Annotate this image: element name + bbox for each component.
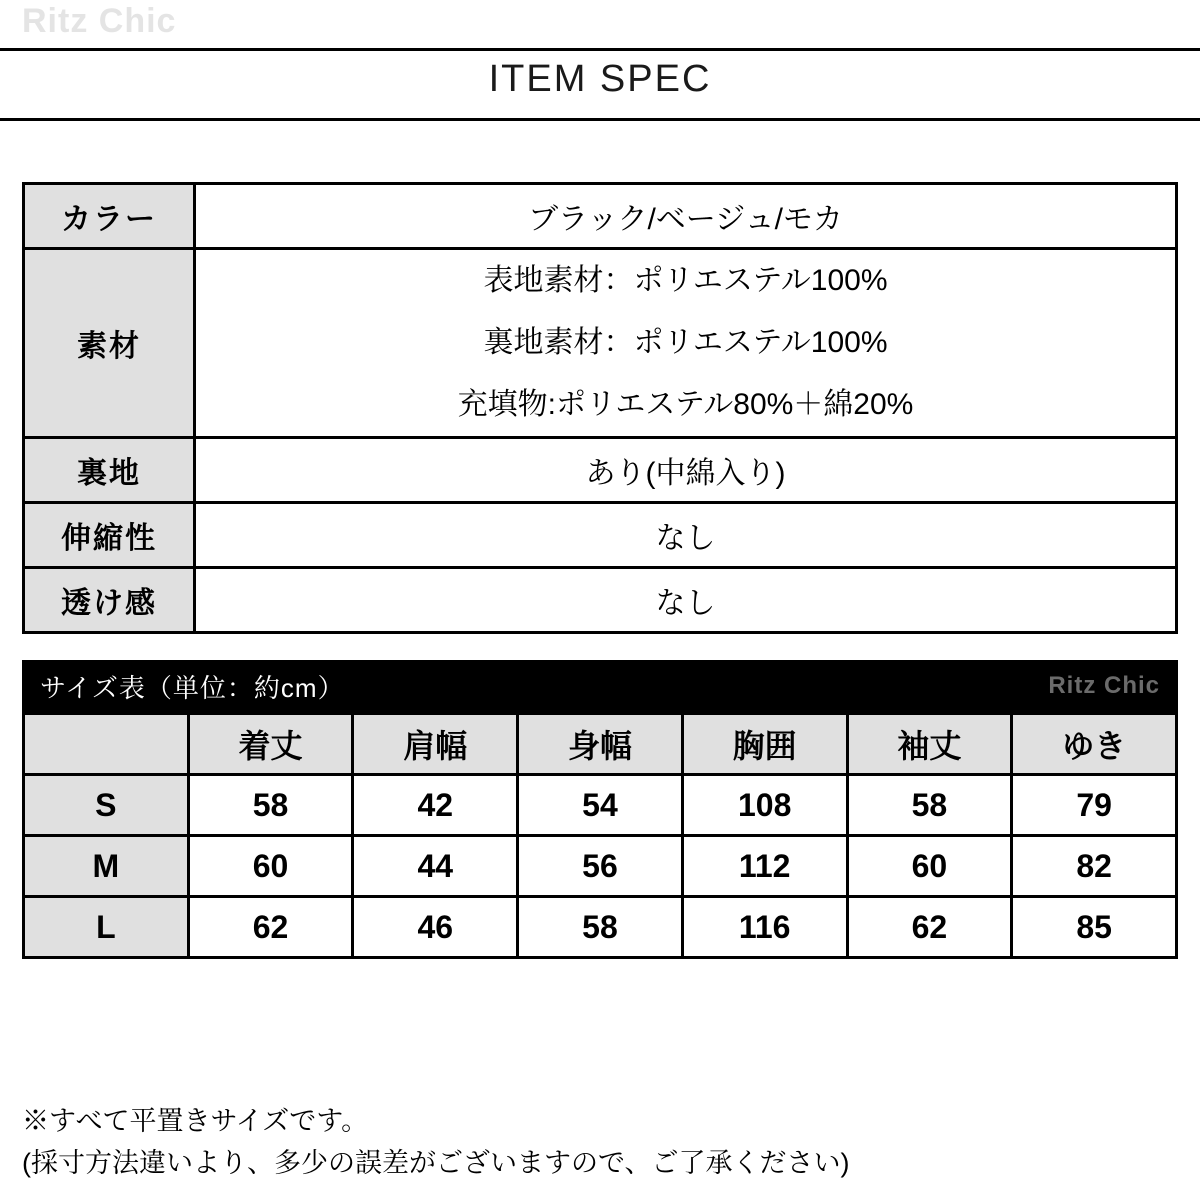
table-row [24, 836, 1177, 897]
size-cell: 44 [353, 836, 518, 897]
size-cell: 79 [1012, 775, 1177, 836]
size-cell: 108 [682, 775, 847, 836]
size-col-yuki: ゆき [1012, 714, 1177, 775]
size-cell: 56 [518, 836, 683, 897]
size-cell: 116 [682, 897, 847, 958]
size-chart-header [22, 660, 1178, 712]
size-cell: 82 [1012, 836, 1177, 897]
size-row-label-m: M [24, 836, 189, 897]
size-cell: 85 [1012, 897, 1177, 958]
size-cell: 58 [188, 775, 353, 836]
table-row [24, 438, 1177, 503]
table-row [24, 503, 1177, 568]
watermark-brand-top: Ritz Chic [22, 2, 177, 40]
size-cell: 54 [518, 775, 683, 836]
size-cell: 62 [188, 897, 353, 958]
size-col-length: 着丈 [188, 714, 353, 775]
table-header-row [24, 714, 1177, 775]
size-chart-title: サイズ表（単位：約cm） [40, 672, 345, 703]
size-cell: 60 [188, 836, 353, 897]
size-col-empty [24, 714, 189, 775]
spec-label-material: 素材 [24, 249, 195, 438]
table-row [24, 249, 1177, 438]
spec-value-sheerness: なし [195, 568, 1177, 633]
size-cell: 60 [847, 836, 1012, 897]
page-title: ITEM SPEC [488, 58, 712, 100]
table-row [24, 184, 1177, 249]
size-col-shoulder: 肩幅 [353, 714, 518, 775]
size-chart-section [22, 660, 1178, 959]
table-row [24, 775, 1177, 836]
size-row-label-s: S [24, 775, 189, 836]
spec-value-stretch: なし [195, 503, 1177, 568]
size-row-label-l: L [24, 897, 189, 958]
material-line-lining: 裏地素材：ポリエステル100% [483, 326, 888, 359]
footnotes [22, 1100, 1178, 1184]
divider-top [0, 48, 1200, 51]
size-chart-table [22, 712, 1178, 959]
spec-value-lining: あり(中綿入り) [195, 438, 1177, 503]
size-col-bust: 胸囲 [682, 714, 847, 775]
size-cell: 58 [847, 775, 1012, 836]
table-row [24, 897, 1177, 958]
spec-value-color: ブラック/ベージュ/モカ [195, 184, 1177, 249]
footnote-line-2: (採寸方法違いより、多少の誤差がございますので、ご了承ください) [22, 1148, 850, 1178]
footnote-line-1: ※すべて平置きサイズです。 [22, 1106, 369, 1136]
material-line-outer: 表地素材：ポリエステル100% [483, 264, 888, 297]
table-row [24, 568, 1177, 633]
spec-label-sheerness: 透け感 [24, 568, 195, 633]
spec-label-lining: 裏地 [24, 438, 195, 503]
item-spec-table [22, 182, 1178, 634]
divider-bottom [0, 118, 1200, 121]
material-line-filling: 充填物:ポリエステル80%＋綿20% [457, 388, 914, 421]
spec-label-color: カラー [24, 184, 195, 249]
size-cell: 46 [353, 897, 518, 958]
size-cell: 62 [847, 897, 1012, 958]
spec-label-stretch: 伸縮性 [24, 503, 195, 568]
watermark-brand-size: Ritz Chic [1048, 672, 1160, 699]
size-col-sleeve: 袖丈 [847, 714, 1012, 775]
size-col-width: 身幅 [518, 714, 683, 775]
size-cell: 42 [353, 775, 518, 836]
spec-value-material [195, 249, 1177, 438]
size-cell: 58 [518, 897, 683, 958]
size-cell: 112 [682, 836, 847, 897]
